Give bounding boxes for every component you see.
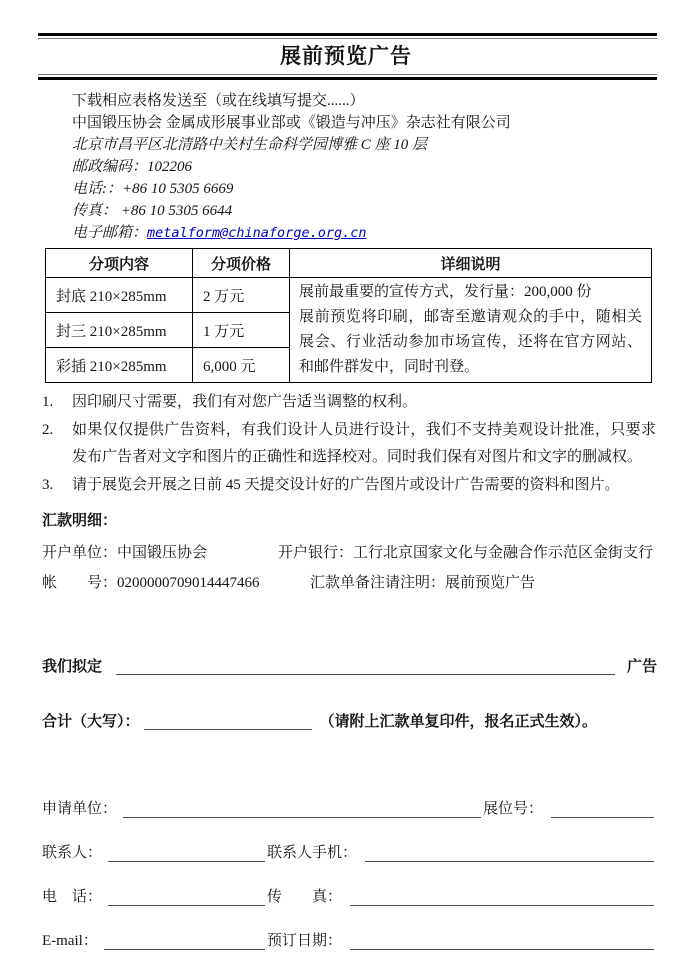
- total-label: 合计（大写）：: [42, 713, 140, 730]
- fax-line: 传真： +86 10 5305 6644: [72, 203, 233, 219]
- plan-label: 我们拟定: [42, 658, 103, 675]
- detail-description-cell: [290, 278, 652, 383]
- note-number: 3.: [42, 477, 54, 493]
- email-field-line[interactable]: [104, 937, 265, 950]
- note-text: 如果仅仅提供广告资料，有我们设计人员进行设计，我们不支持美观设计批准，只要求发布广告者对文字和图片的正确性和选择校对。同时我们保有对图片和文字的删减权。: [72, 422, 656, 465]
- phone-line: 电话:：+86 10 5305 6669: [72, 181, 234, 197]
- price-table: [45, 248, 652, 383]
- note-text: 请于展览会开展之日前 45 天提交设计好的广告图片或设计广告需要的资料和图片。: [72, 477, 620, 493]
- email-pair: [42, 930, 267, 952]
- total-field-line[interactable]: [144, 716, 312, 730]
- plan-suffix: 广告: [626, 658, 657, 675]
- page-title: 展前预览广告: [280, 45, 412, 68]
- note-number: 2.: [42, 422, 54, 438]
- note-text: 因印刷尺寸需要，我们有对您广告适当调整的权利。: [72, 394, 418, 410]
- header-item-price: 分项价格: [193, 249, 290, 278]
- booking-date-field-line[interactable]: [350, 937, 654, 950]
- header-rule-bottom: [38, 74, 657, 80]
- item-color-insert: 彩插 210×285mm: [46, 348, 193, 383]
- address-line: 北京市昌平区北清路中关村生命科学园博雅 C 座 10 层: [72, 137, 428, 153]
- email-row: [42, 929, 654, 952]
- header-rule-top: [38, 33, 657, 39]
- email-field-label: E-mail：: [42, 933, 98, 949]
- price-back-cover: 2 万元: [193, 278, 290, 313]
- account-name-value: 中国锻压协会: [117, 545, 208, 561]
- price-inside-back-cover: 1 万元: [193, 313, 290, 348]
- bank-name-value: 工行北京国家文化与金融合作示范区金街支行: [353, 545, 654, 561]
- download-instruction: 下载相应表格发送至（或在线填写提交......）: [72, 93, 365, 109]
- account-no-label: 帐 号：: [42, 575, 118, 591]
- list-item: [42, 472, 656, 499]
- postal-code-line: 邮政编码：102206: [72, 159, 193, 175]
- item-inside-back-cover: 封三 210×285mm: [46, 313, 193, 348]
- contact-person-field-line[interactable]: [108, 849, 265, 862]
- bank-label: 开户银行：: [278, 545, 354, 561]
- applicant-label: 申请单位：: [42, 801, 118, 817]
- account-name-label: 开户单位：: [42, 545, 118, 561]
- bank-pair: [278, 542, 653, 564]
- account-name-pair: [42, 542, 278, 564]
- contact-person-row: [42, 841, 654, 864]
- memo-label: 汇款单备注请注明：: [310, 575, 446, 591]
- plan-field-line[interactable]: [116, 661, 615, 675]
- item-back-cover: 封底 210×285mm: [46, 278, 193, 313]
- booth-number-field-line[interactable]: [551, 805, 654, 818]
- telephone-row: [42, 885, 654, 908]
- fax-field-line[interactable]: [350, 893, 654, 906]
- contact-block: [72, 90, 657, 244]
- memo-pair: [310, 572, 535, 594]
- table-row: [46, 278, 652, 313]
- application-form: [42, 797, 654, 952]
- organization-line: 中国锻压协会 金属成形展事业部或《锻造与冲压》杂志社有限公司: [72, 115, 511, 131]
- fax-label: 传 真：: [267, 889, 343, 905]
- email-line: [72, 222, 657, 244]
- detail-line-1: 展前最重要的宣传方式，发行量：200,000 份: [299, 284, 592, 300]
- total-row: [42, 711, 657, 733]
- mobile-field-line[interactable]: [365, 849, 654, 862]
- plan-row: [42, 656, 657, 678]
- booth-number-label: 展位号：: [482, 801, 543, 817]
- applicant-row: [42, 797, 654, 820]
- mobile-label: 联系人手机：: [267, 845, 358, 861]
- contact-person-pair: [42, 842, 267, 864]
- total-note: （请附上汇款单复印件，报名正式生效）。: [319, 713, 598, 730]
- telephone-pair: [42, 886, 267, 908]
- account-no-value: 0200000709014447466: [117, 575, 260, 591]
- remittance-heading: 汇款明细：: [42, 512, 118, 529]
- price-color-insert: 6,000 元: [193, 348, 290, 383]
- price-table-header-row: [46, 249, 652, 278]
- contact-person-label: 联系人：: [42, 845, 103, 861]
- detail-line-2: 展前预览将印刷，邮寄至邀请观众的手中，随相关展会、行业活动参加市场宣传，还将在官方网站、和邮件群发中，同时刊登。: [299, 309, 642, 375]
- list-item: [42, 417, 656, 471]
- remittance-number-row: [42, 572, 656, 594]
- memo-value: 展前预览广告: [445, 575, 536, 591]
- note-number: 1.: [42, 394, 54, 410]
- email-address-link[interactable]: metalform@chinaforge.org.cn: [147, 225, 367, 241]
- booking-date-label: 预订日期：: [267, 933, 343, 949]
- applicant-field-line[interactable]: [123, 805, 481, 818]
- header-detail: 详细说明: [290, 249, 652, 278]
- email-label: 电子邮箱：: [72, 225, 148, 241]
- list-item: [42, 389, 656, 416]
- remittance-account-row: [42, 542, 656, 564]
- telephone-label: 电 话：: [42, 889, 103, 905]
- header-item-content: 分项内容: [46, 249, 193, 278]
- account-no-pair: [42, 572, 310, 594]
- telephone-field-line[interactable]: [108, 893, 265, 906]
- terms-list: [42, 389, 656, 499]
